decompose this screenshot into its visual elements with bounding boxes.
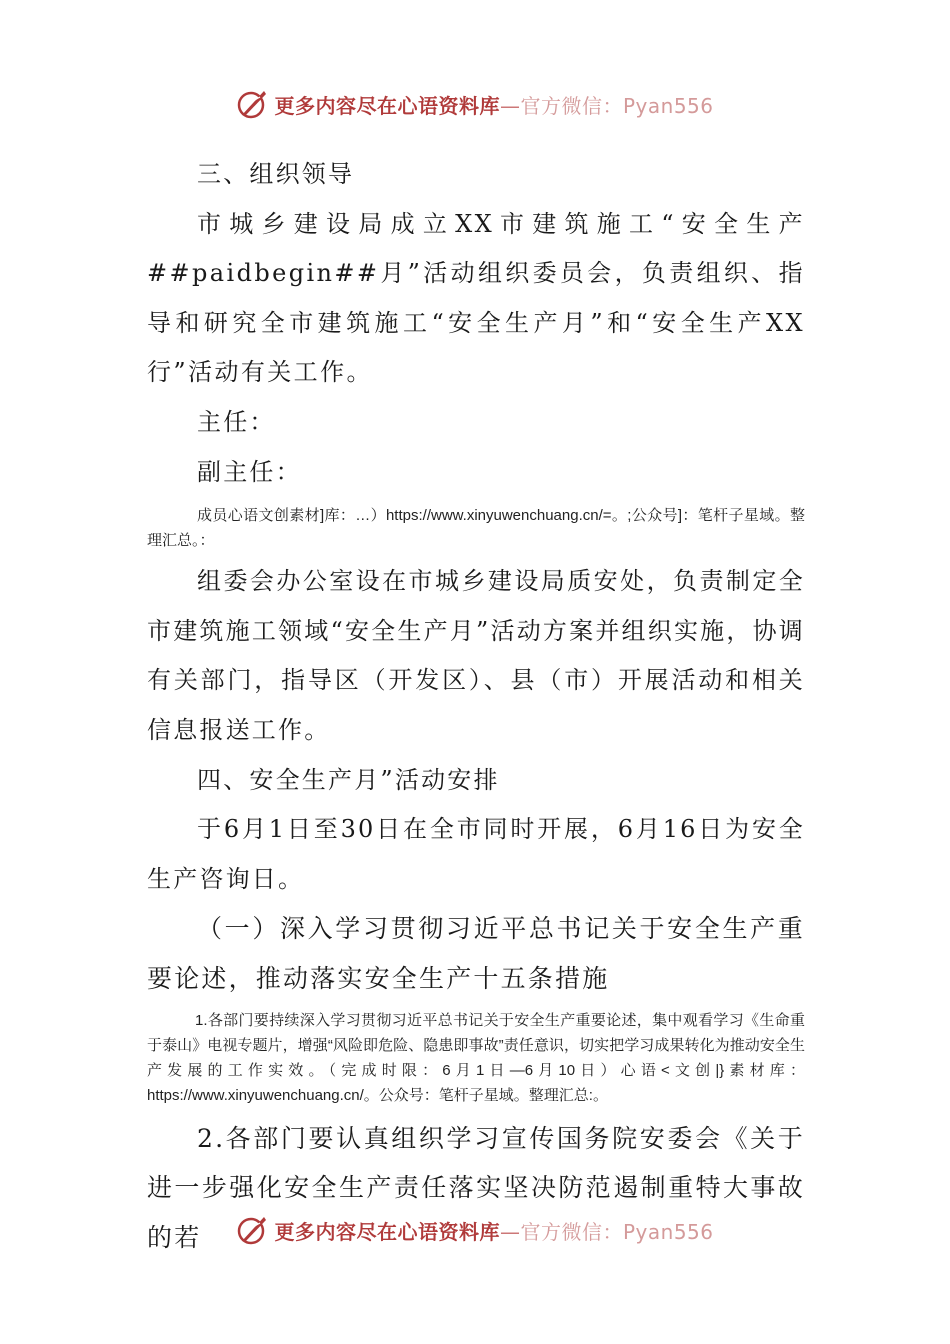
header-banner <box>0 84 950 124</box>
banner-site-name: 更多内容尽在心语资料库 <box>274 93 500 118</box>
banner-wechat-id: Pyan556 <box>622 1219 714 1244</box>
vice-director-label: 副主任： <box>197 457 302 486</box>
section-heading-4: 四、安全生产月”活动安排 <box>197 765 500 794</box>
quill-logo-icon <box>236 1213 270 1247</box>
banner-wechat-label: 官方微信： <box>520 93 623 118</box>
footer-banner <box>0 1210 950 1250</box>
quill-logo-icon <box>236 87 270 121</box>
banner-dash: — <box>499 1219 521 1244</box>
banner-site-name: 更多内容尽在心语资料库 <box>274 1219 500 1244</box>
paragraph-schedule: 于6月1日至30日在全市同时开展，6月16日为安全生产咨询日。 <box>147 815 805 893</box>
members-note: 成员心语文创素材]库：…）https://www.xinyuwenchuang.cn/=。;公众号]：笔杆子星域。整理汇总。： <box>147 507 805 550</box>
banner-wechat-label: 官方微信： <box>520 1219 623 1244</box>
paragraph-office: 组委会办公室设在市城乡建设局质安处，负责制定全市建筑施工领域“安全生产月”活动方案并组织实施，协调有关部门，指导区（开发区）、县（市）开展活动和相关信息报送工作。 <box>147 567 805 744</box>
subsection-heading-1: （一）深入学习贯彻习近平总书记关于安全生产重要论述，推动落实安全生产十五条措施 <box>147 914 805 993</box>
paragraph-committee: 市城乡建设局成立XX市建筑施工“安全生产##paidbegin##月”活动组织委员会，负责组织、指导和研究全市建筑施工“安全生产月”和“安全生产XX行”活动有关工作。 <box>147 209 805 387</box>
banner-dash: — <box>499 93 521 118</box>
item-2-text: 2.各部门要认真组织学习宣传国务院安委会《关于进一步强化安全生产责任落实坚决防范遏制重特大事故的若 <box>147 1123 805 1252</box>
director-label: 主任： <box>197 407 276 436</box>
banner-text <box>274 1216 713 1245</box>
banner-text <box>274 90 713 119</box>
banner-wechat-id: Pyan556 <box>622 93 714 118</box>
section-heading-3: 三、组织领导 <box>197 160 355 188</box>
item-1-text: 1.各部门要持续深入学习贯彻习近平总书记关于安全生产重要论述，集中观看学习《生命重于泰山》电视专题片，增强“风险即危险、隐患即事故”责任意识，切实把学习成果转化为推动安全生产发展的工作实效。（完成时限：6月1日—6月10日）心语<文创|}素材库：https://www.xinyuwenchuang.cn/。公众号：笔杆子星域。整理汇总:。 <box>147 1011 805 1104</box>
document-body <box>147 150 805 1262</box>
